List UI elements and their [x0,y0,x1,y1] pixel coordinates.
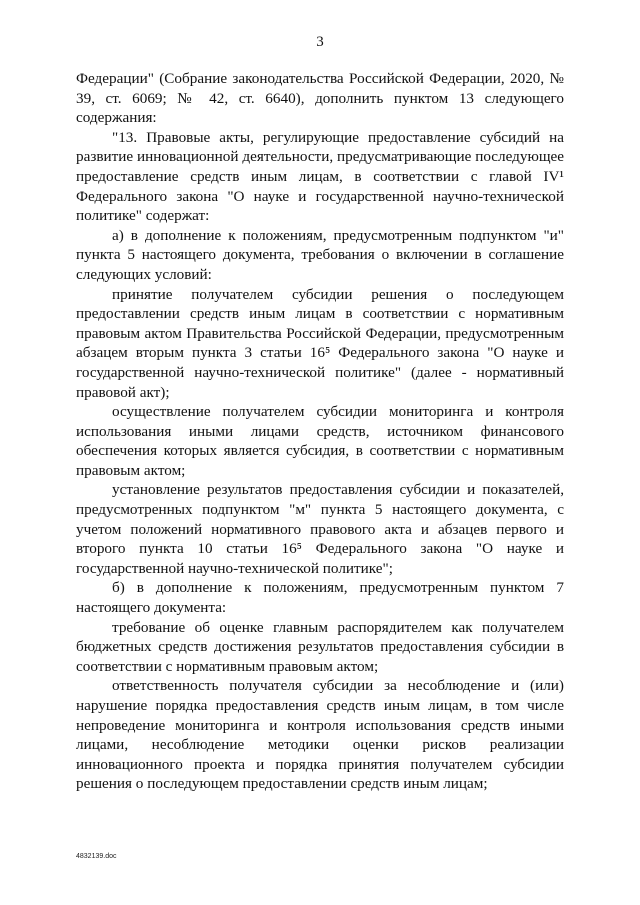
paragraph: "13. Правовые акты, регулирующие предоставление субсидий на развитие инновационной деятельности, предусматривающие последующее предоставление средств иным лицам, в соответствии с главой IV¹ Федерального закона "О науке и государственной научно-технической политике" содержат: [76,128,564,225]
page-number: 3 [316,34,324,50]
paragraph: ответственность получателя субсидии за несоблюдение и (или) нарушение порядка предоставления средств иным лицам, в том числе непроведение мониторинга и контроля использования средств иными лицами, несоблюдение методики оценки рисков реализации инновационного проекта и порядка принятия получателем субсидии решения о последующем предоставлении средств иным лицам; [76,677,564,793]
paragraph: принятие получателем субсидии решения о последующем предоставлении средств иным лицам в соответствии с нормативным правовым актом Правительства Российской Федерации, предусмотренным абзацем вторым пункта 3 статьи 16⁵ Федерального закона "О науке и государственной научно-технической политике" (далее - нормативный правовой акт); [76,285,564,401]
paragraph: Федерации" (Собрание законодательства Российской Федерации, 2020, № 39, ст. 6069; № 42, ст. 6640), дополнить пунктом 13 следующего содержания: [76,70,564,127]
paragraph: а) в дополнение к положениям, предусмотренным подпунктом "и" пункта 5 настоящего документа, требования о включении в соглашение следующих условий: [76,226,564,283]
paragraph: требование об оценке главным распорядителем как получателем бюджетных средств достижения результатов предоставления субсидии в соответствии с нормативным правовым актом; [76,618,564,675]
document-body [76,69,564,794]
paragraph: установление результатов предоставления субсидии и показателей, предусмотренных подпунктом "м" пункта 5 настоящего документа, с учетом положений нормативного правового акта и абзацев первого и второго пункта 10 статьи 16⁵ Федерального закона "О науке и государственной научно-технической политике"; [76,481,564,577]
paragraph: осуществление получателем субсидии мониторинга и контроля использования иными лицами средств, источником финансового обеспечения которых является субсидия, в соответствии с нормативным правовым актом; [76,403,564,479]
paragraph: б) в дополнение к положениям, предусмотренным пунктом 7 настоящего документа: [76,579,564,617]
file-name-footer: 4832139.doc [76,853,117,860]
